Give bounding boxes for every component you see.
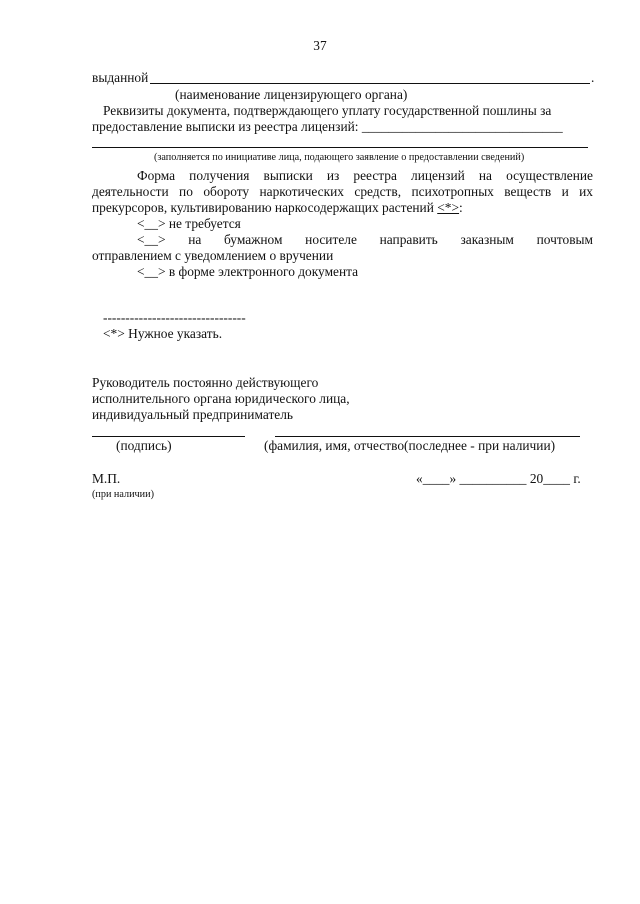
- issuing-authority-field[interactable]: [150, 83, 590, 84]
- full-name-field[interactable]: [275, 436, 580, 437]
- signatory-line-2: исполнительного органа юридического лица,: [92, 391, 350, 406]
- issued-label: выданной: [92, 70, 149, 85]
- form-paragraph-line-3-text: прекурсоров, культивированию наркосодержащих растений: [92, 200, 438, 215]
- requisites-note: (заполняется по инициативе лица, подающего заявление о предоставлении сведений): [154, 152, 525, 163]
- full-name-caption: (фамилия, имя, отчество(последнее - при наличии): [264, 438, 556, 453]
- issued-end-mark: .: [591, 70, 595, 85]
- footnote-separator: --------------------------------: [103, 310, 246, 325]
- option-paper-line-2: отправлением с уведомлением о вручении: [92, 248, 334, 263]
- date-field[interactable]: «____» __________ 20____ г.: [416, 471, 581, 486]
- signature-field[interactable]: [92, 436, 245, 437]
- option-not-required[interactable]: <__> не требуется: [137, 216, 241, 231]
- footnote-reference-link[interactable]: <*>: [437, 200, 460, 215]
- option-paper-line-1[interactable]: <__> на бумажном носителе направить заказным почтовым: [137, 232, 593, 247]
- requisites-line-2[interactable]: предоставление выписки из реестра лицензий: ______________________________: [92, 119, 563, 134]
- form-paragraph-line-1: Форма получения выписки из реестра лицензий на осуществление: [137, 168, 593, 183]
- page-number: 37: [313, 38, 327, 53]
- footnote-text: <*> Нужное указать.: [103, 326, 223, 341]
- seal-label: М.П.: [92, 471, 121, 486]
- form-paragraph-line-2: деятельности по обороту наркотических средств, психотропных веществ и их: [92, 184, 593, 199]
- signature-caption: (подпись): [116, 438, 172, 453]
- option-electronic[interactable]: <__> в форме электронного документа: [137, 264, 359, 279]
- seal-note: (при наличии): [92, 489, 154, 500]
- signatory-line-3: индивидуальный предприниматель: [92, 407, 294, 422]
- form-paragraph-line-3-end: :: [459, 200, 463, 215]
- signatory-line-1: Руководитель постоянно действующего: [92, 375, 319, 390]
- form-paragraph-line-3: [92, 200, 463, 216]
- issuing-authority-caption: (наименование лицензирующего органа): [175, 87, 408, 102]
- requisites-continuation-field[interactable]: [92, 147, 588, 148]
- requisites-line-1: Реквизиты документа, подтверждающего уплату государственной пошлины за: [103, 103, 552, 118]
